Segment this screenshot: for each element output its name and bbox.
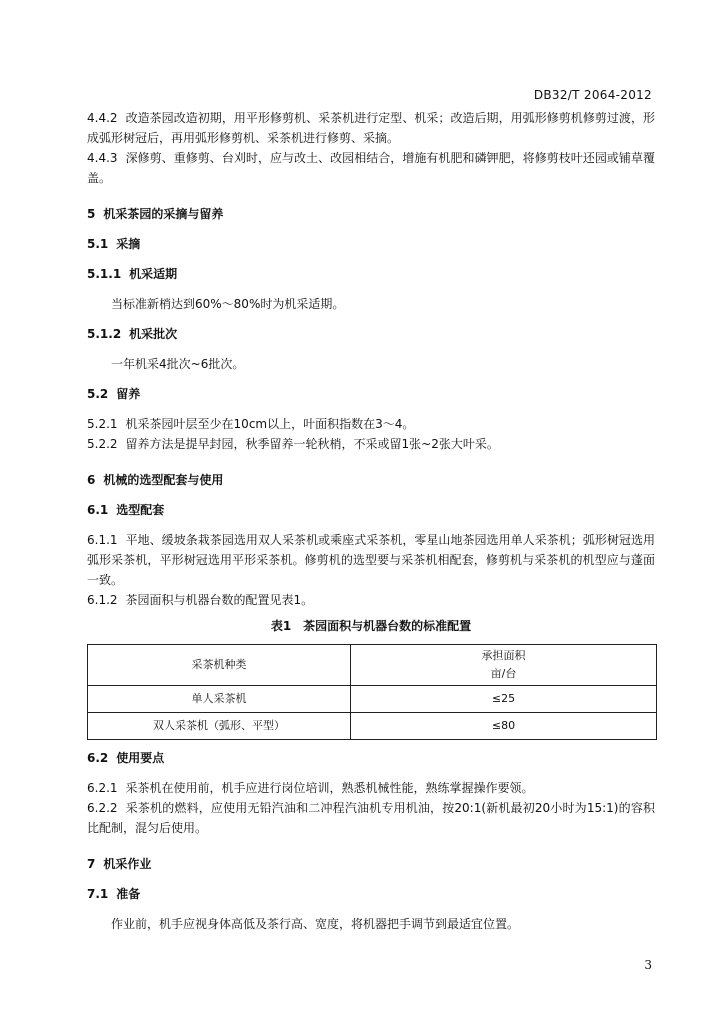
- clause-number: 6.1.2: [87, 593, 118, 607]
- section-heading-6: [87, 470, 655, 490]
- section-heading-5-1-2: [87, 324, 655, 344]
- clause-number: 5.2.2: [87, 437, 118, 451]
- table-title: 表1 茶园面积与机器台数的标准配置: [270, 619, 472, 633]
- clause-4-4-3: [87, 148, 655, 188]
- clause-number: 4.4.2: [87, 111, 118, 125]
- section-heading-6-1: [87, 500, 655, 520]
- section-title: 选型配套: [116, 503, 165, 517]
- header-line: 承担面积: [481, 649, 526, 662]
- section-title: 使用要点: [116, 751, 165, 765]
- section-heading-7-1: [87, 884, 655, 904]
- section-number: 6.1: [87, 503, 109, 517]
- table-row: [88, 713, 657, 740]
- section-number: 6: [87, 473, 96, 487]
- clause-6-2-2: [87, 798, 655, 838]
- section-title: 机采茶园的采摘与留养: [103, 207, 224, 221]
- clause-text: 留养方法是提早封园，秋季留养一轮秋梢，不采或留1张~2张大叶采。: [125, 437, 499, 451]
- section-number: 6.2: [87, 751, 109, 765]
- section-heading-5-2: [87, 384, 655, 404]
- clause-text: 深修剪、重修剪、台刈时，应与改土、改园相结合，增施有机肥和磷钾肥，将修剪枝叶还园或铺草覆盖。: [87, 151, 655, 185]
- clause-text: 平地、缓坡条栽茶园选用双人采茶机或乘座式采茶机，零星山地茶园选用单人采茶机；弧形树冠选用弧形采茶机，平形树冠选用平形采茶机。修剪机的选型要与采茶机相配套，修剪机与采茶机的机型应与蓬面一致。: [87, 533, 655, 587]
- section-heading-5-1-1: [87, 264, 655, 284]
- section-number: 5.1: [87, 237, 109, 251]
- paragraph-7-1: 作业前，机手应视身体高低及茶行高、宽度，将机器把手调节到最适宜位置。: [111, 917, 520, 931]
- section-number: 5.1.1: [87, 267, 122, 281]
- table-cell: 双人采茶机（弧形、平型）: [88, 713, 351, 740]
- table-cell: ≤80: [351, 713, 657, 740]
- section-number: 5: [87, 207, 96, 221]
- paragraph-5-1-1: 当标准新梢达到60%～80%时为机采适期。: [111, 297, 345, 311]
- section-title: 机采批次: [129, 327, 178, 341]
- section-title: 留养: [116, 387, 141, 401]
- clause-6-2-1: [87, 778, 655, 798]
- table-cell: 单人采茶机: [88, 686, 351, 713]
- document-code: DB32/T 2064-2012: [533, 88, 652, 102]
- clause-text: 采茶机在使用前，机手应进行岗位培训，熟悉机械性能，熟练掌握操作要领。: [125, 781, 534, 795]
- paragraph-5-1-2: 一年机采4批次~6批次。: [111, 357, 245, 371]
- document-body: [87, 108, 655, 934]
- section-heading-5: [87, 204, 655, 224]
- section-number: 7: [87, 857, 96, 871]
- clause-text: 改造茶园改造初期，用平形修剪机、采茶机进行定型、机采；改造后期，用弧形修剪机修剪过渡，形成弧形树冠后，再用弧形修剪机、采茶机进行修剪、采摘。: [87, 111, 655, 145]
- table-header-cell: [351, 645, 657, 686]
- clause-number: 4.4.3: [87, 151, 118, 165]
- clause-4-4-2: [87, 108, 655, 148]
- section-number: 5.2: [87, 387, 109, 401]
- clause-6-1-1: [87, 530, 655, 590]
- table-row: [88, 686, 657, 713]
- clause-number: 6.2.1: [87, 781, 118, 795]
- section-title: 机采适期: [129, 267, 178, 281]
- table-header-cell: 采茶机种类: [88, 645, 351, 686]
- section-heading-7: [87, 854, 655, 874]
- page-number: 3: [644, 958, 652, 972]
- clause-number: 6.2.2: [87, 801, 118, 815]
- clause-number: 5.2.1: [87, 417, 118, 431]
- section-heading-5-1: [87, 234, 655, 254]
- section-number: 7.1: [87, 887, 109, 901]
- clause-number: 6.1.1: [87, 533, 118, 547]
- section-title: 采摘: [116, 237, 141, 251]
- section-title: 机械的选型配套与使用: [103, 473, 224, 487]
- section-number: 5.1.2: [87, 327, 122, 341]
- header-line: 亩/台: [490, 667, 517, 680]
- table-header-row: [88, 645, 657, 686]
- clause-5-2-1: [87, 414, 655, 434]
- section-title: 准备: [116, 887, 141, 901]
- clause-6-1-2: [87, 590, 655, 610]
- machine-configuration-table: [87, 644, 657, 740]
- table-cell: ≤25: [351, 686, 657, 713]
- clause-text: 机采茶园叶层至少在10cm以上，叶面积指数在3～4。: [125, 417, 415, 431]
- clause-5-2-2: [87, 434, 655, 454]
- section-heading-6-2: [87, 748, 655, 768]
- clause-text: 茶园面积与机器台数的配置见表1。: [125, 593, 314, 607]
- section-title: 机采作业: [103, 857, 152, 871]
- clause-text: 采茶机的燃料，应使用无铅汽油和二冲程汽油机专用机油，按20:1(新机最初20小时为15:1)的容积比配制，混匀后使用。: [87, 801, 655, 835]
